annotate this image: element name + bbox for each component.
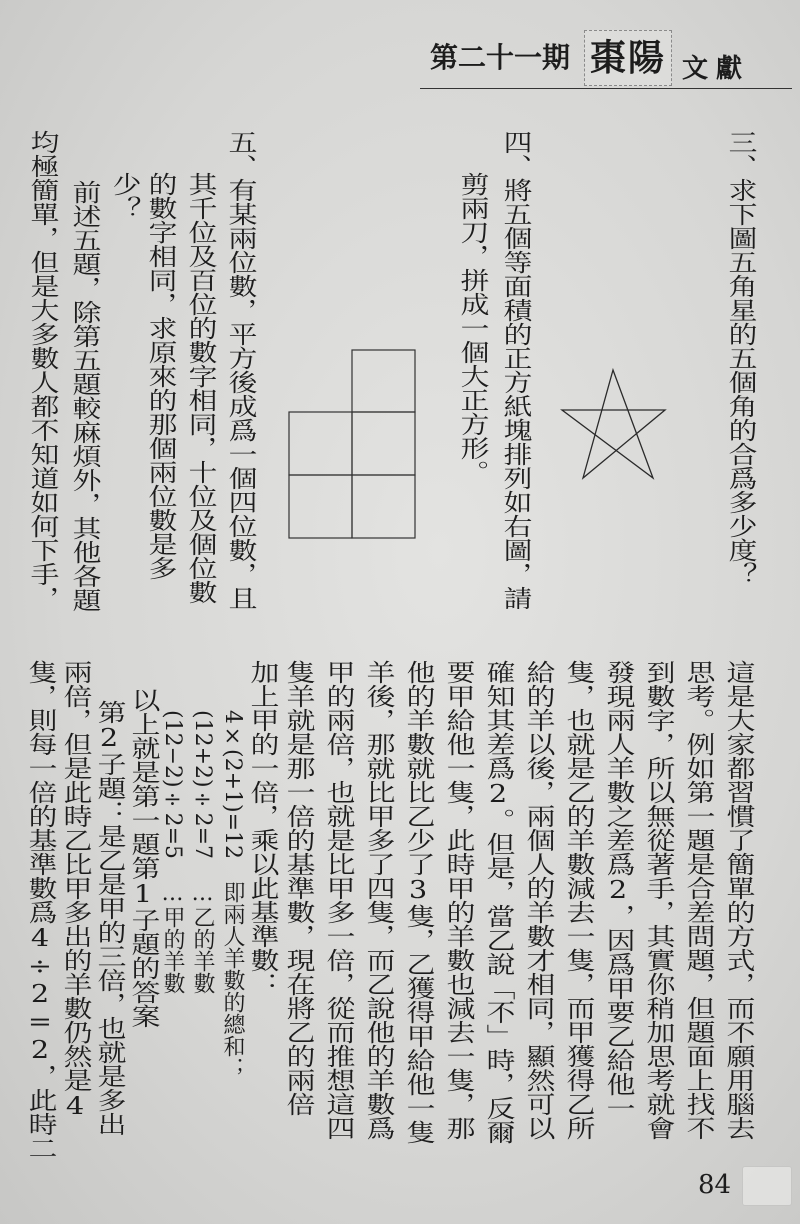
commentary-line: 這是大家都習慣了簡單的方式，而不願用腦去: [721, 660, 755, 1140]
problem-4-line: 四、將五個等面積的正方紙塊排列如右圖，請: [498, 130, 532, 610]
commentary-line: 要甲給他一隻，此時甲的羊數也減去一隻，那: [441, 660, 475, 1140]
commentary-line: 隻羊就是那一倍的基準數，現在將乙的兩倍: [281, 660, 315, 1116]
commentary-line: 均極簡單，但是大多數人都不知道如何下手，: [25, 130, 59, 610]
problem-5-line: 少？: [107, 172, 141, 220]
problem-4-line: 剪兩刀，拼成一個大正方形。: [455, 172, 489, 484]
problem-3-line: 三、求下圖五角星的五個角的合爲多少度？: [723, 130, 757, 586]
equation-note: 即兩人羊數的總和；: [220, 881, 245, 1080]
commentary-line: 他的羊數就比乙少了3隻，乙獲得甲給他一隻: [401, 660, 435, 1144]
equation-formula: 4×(2+1)=12: [220, 710, 245, 860]
commentary-line: 加上甲的一倍，乘以此基準數：: [245, 660, 279, 996]
square-piece: [289, 475, 352, 538]
commentary-line: 以上就是第一題第1子題的答案: [126, 688, 160, 1028]
page-number: 84: [698, 1170, 732, 1200]
equation-note: …甲的羊數: [160, 881, 185, 995]
commentary-line: 隻，也就是乙的羊數減去一隻，而甲獲得乙所: [561, 660, 595, 1140]
publication-logo: [584, 30, 672, 86]
commentary-line: 確知其差爲2。但是，當乙說「不」時，反爾: [481, 660, 515, 1144]
equation-formula: (12+2)÷2=7: [190, 710, 215, 860]
pentagram-figure: [555, 362, 675, 486]
square-piece: [352, 412, 415, 475]
header-rule: [420, 88, 792, 89]
commentary-line: 給的羊以後，兩個人的羊數才相同，顯然可以: [521, 660, 555, 1140]
commentary-line: 到數字，所以無從著手，其實你稍加思考就會: [641, 660, 675, 1140]
five-squares-figure: [285, 345, 420, 545]
commentary-line: 羊後，那就比甲多了四隻，而乙說他的羊數爲: [361, 660, 395, 1140]
equation-line: [218, 710, 246, 1079]
equation-line: [188, 710, 216, 994]
equation-formula: (12−2)÷2=5: [160, 710, 185, 860]
star-outline: [562, 370, 665, 478]
commentary-line: 思考。例如第一題是合差問題，但題面上找不: [681, 660, 715, 1140]
problem-5-line: 的數字相同，求原來的那個兩位數是多: [143, 172, 177, 580]
commentary-line: 兩倍，但是此時乙比甲多出的羊數仍然是4: [58, 660, 92, 1120]
square-piece: [352, 350, 415, 412]
commentary-line: 甲的兩倍，也就是比甲多一倍，從而推想這四: [321, 660, 355, 1140]
commentary-line: 前述五題，除第五題較麻煩外，其他各題: [67, 180, 101, 612]
footer-logo-watermark: [742, 1166, 792, 1206]
issue-number: 第二十一期: [430, 41, 571, 74]
commentary-line: 第2子題：是乙是甲的三倍，也就是多出: [92, 700, 126, 1136]
problem-5-line: 五、有某兩位數，平方後成爲一個四位數，且: [223, 130, 257, 610]
commentary-line: 隻，則每一倍的基準數爲4÷2=2，此時二: [23, 660, 57, 1160]
square-piece: [289, 412, 352, 475]
equation-note: …乙的羊數: [190, 881, 215, 995]
equation-line: [158, 710, 186, 994]
problem-5-line: 其千位及百位的數字相同，十位及個位數: [183, 172, 217, 604]
square-piece: [352, 475, 415, 538]
logo-text: 棗陽: [589, 37, 666, 79]
commentary-line: 發現兩人羊數之差爲2，因爲甲要乙給他一: [601, 660, 635, 1120]
publication-title: 文獻: [682, 54, 751, 84]
